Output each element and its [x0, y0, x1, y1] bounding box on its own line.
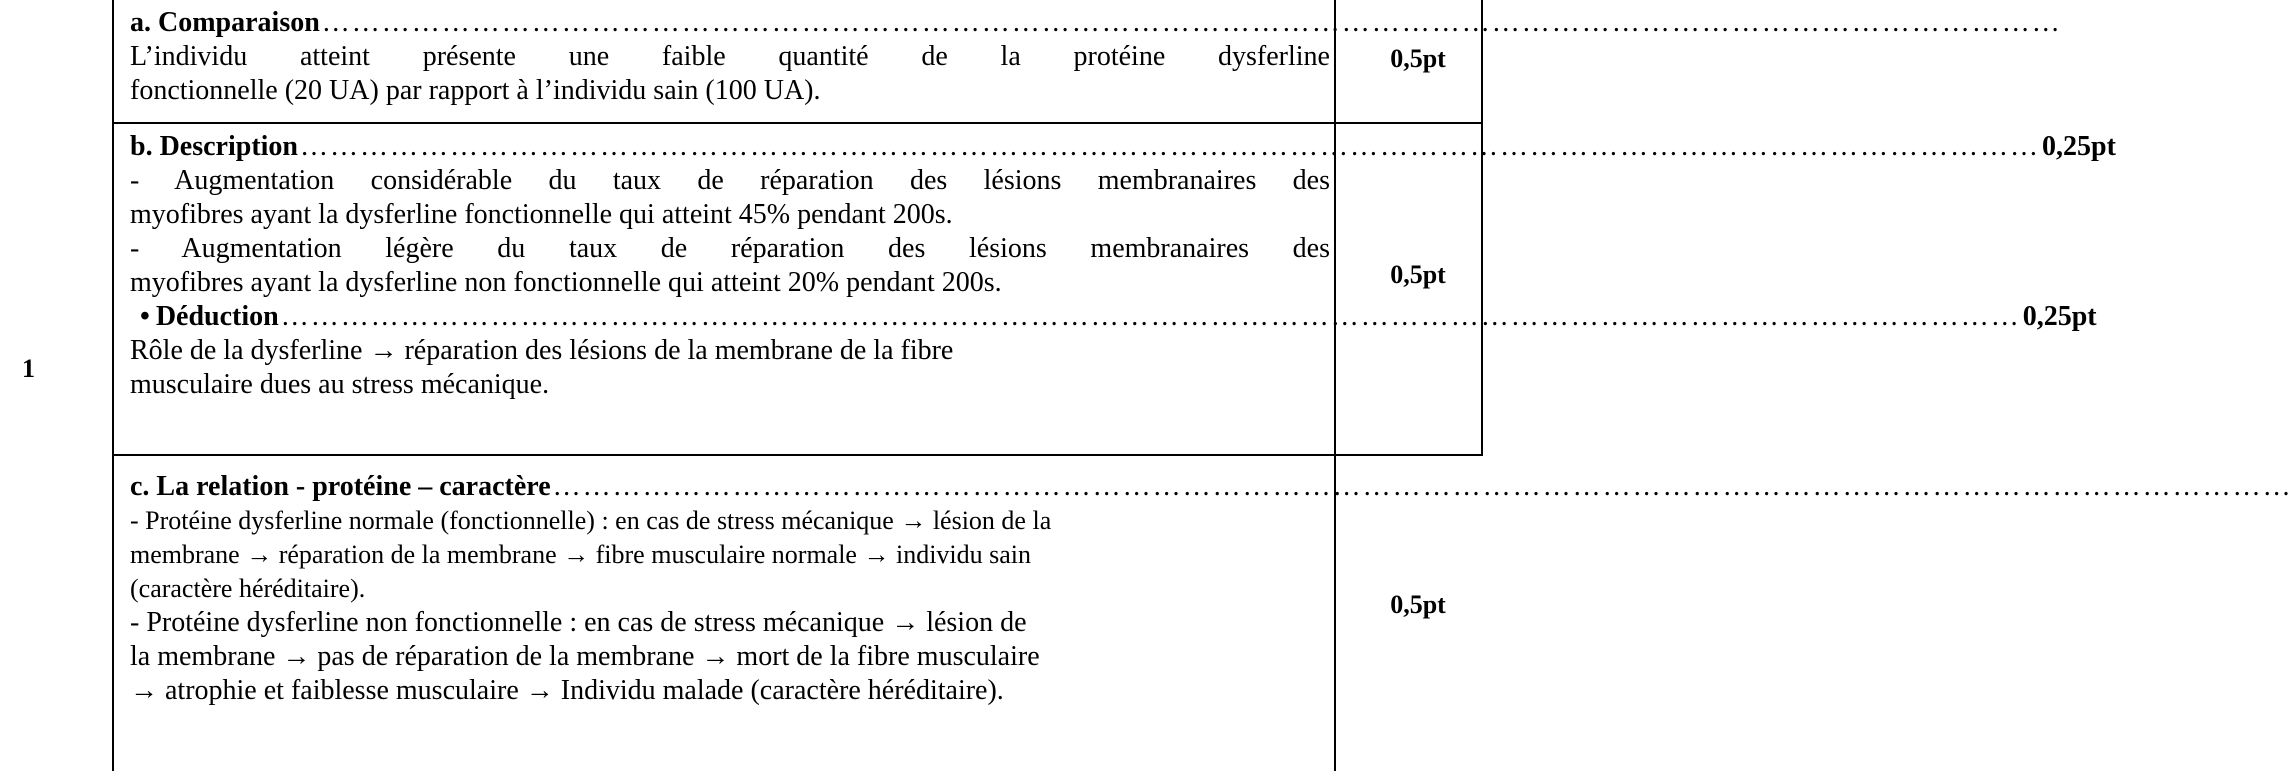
text-line: - Protéine dysferline normale (fonctionnelle) : en cas de stress mécanique → lésion de la [130, 506, 1052, 535]
heading-row-a [130, 6, 2062, 40]
text-line: - Augmentation légère du taux de réparation des lésions membranaires des [130, 233, 1330, 264]
table-border-middle [1334, 0, 1336, 771]
points-deduction: 0,25pt [2022, 301, 2097, 332]
heading-deduction: Déduction [155, 301, 279, 332]
row-divider-1 [112, 122, 1483, 124]
points-description: 0,25pt [2042, 131, 2116, 162]
text-line: - Augmentation considérable du taux de réparation des lésions membranaires des [130, 165, 1330, 196]
score-b: 0,5pt [1390, 260, 1446, 289]
text-line: myofibres ayant la dysferline fonctionnelle qui atteint 45% pendant 200s. [130, 199, 953, 230]
heading-row-b [130, 130, 2116, 164]
bullet-icon: • [140, 301, 150, 332]
text-line: membrane → réparation de la membrane → fibre musculaire normale → individu sain [130, 540, 1032, 569]
text-line: L’individu atteint présente une faible quantité de la protéine dysferline [130, 41, 1330, 72]
score-c: 0,5pt [1390, 590, 1446, 619]
text-line: myofibres ayant la dysferline non fonctionnelle qui atteint 20% pendant 200s. [130, 267, 1002, 298]
question-number: 1 [22, 354, 35, 383]
heading-relation: c. La relation - protéine – caractère [130, 471, 551, 502]
text-line: fonctionnelle (20 UA) par rapport à l’individu sain (100 UA). [130, 75, 821, 106]
text-line: (caractère héréditaire). [130, 574, 366, 603]
row-divider-2 [112, 454, 1483, 456]
leader-dots: ………………………………………………………………………………………………………………………………………………………… [321, 7, 2062, 38]
text-line: → atrophie et faiblesse musculaire → Individu malade (caractère héréditaire). [130, 675, 1004, 706]
text-line: - Protéine dysferline non fonctionnelle : en cas de stress mécanique → lésion de [130, 607, 1027, 638]
text-line: musculaire dues au stress mécanique. [130, 369, 550, 400]
text-line: Rôle de la dysferline → réparation des lésions de la membrane de la fibre [130, 335, 954, 366]
table-border-left [112, 0, 114, 771]
heading-row-deduction [130, 300, 2097, 334]
leader-dots: ………………………………………………………………………………………………………………………………………………………… [300, 131, 2040, 162]
heading-comparaison: a. Comparaison [130, 7, 320, 38]
text-line: la membrane → pas de réparation de la membrane → mort de la fibre musculaire [130, 641, 1040, 672]
heading-description: b. Description [130, 131, 298, 162]
leader-dots: ………………………………………………………………………………………………………………………………………………………… [280, 301, 2021, 332]
score-a: 0,5pt [1390, 44, 1446, 73]
leader-dots: ………………………………………………………………………………………………………………………………………………………… [552, 471, 2293, 502]
heading-row-c [130, 470, 2293, 504]
